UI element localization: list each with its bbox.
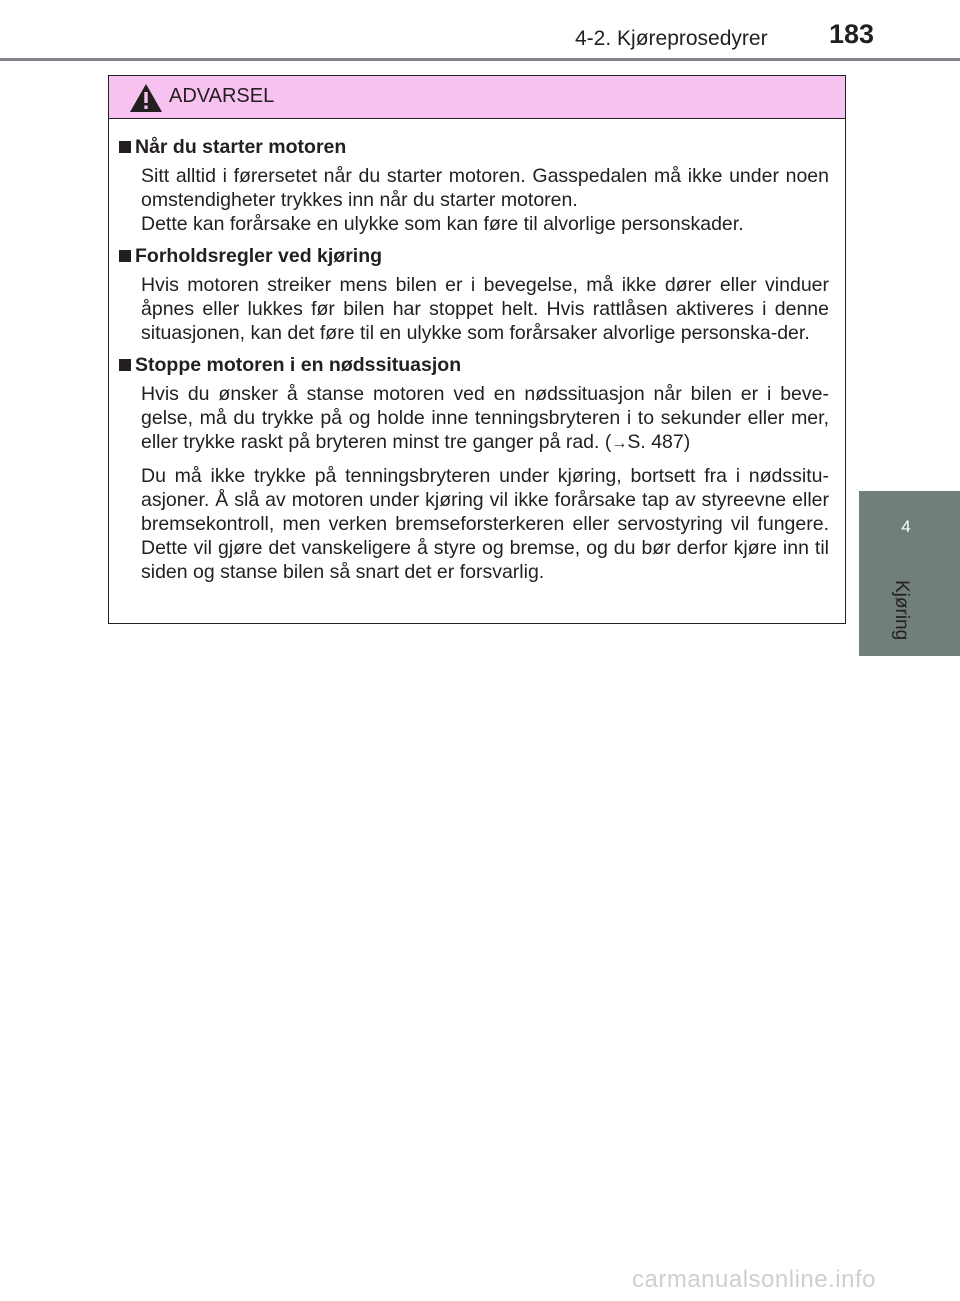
- square-bullet-icon: [119, 359, 131, 371]
- warning-section: [119, 135, 829, 236]
- paragraph-text: Du må ikke trykke på tenningsbryteren under kjøring, bortsett fra i nødssitu-asjoner. Å slå av motoren under kjøring vil ikke forårsake tap av styreevne eller bremsekontroll, men verken bremseforsterkeren eller servostyring vil fungere. Dette vil gjøre det vanskeligere å styre og bremse, og du bør derfor kjøre inn til siden og stanse bilen så snart det er forsvarlig.: [141, 465, 829, 583]
- warning-section: [119, 353, 829, 584]
- paragraph-text: Hvis du ønsker å stanse motoren ved en nødssituasjon når bilen er i beve-gelse, må du trykke på og holde inne tenningsbryteren i to sekunder eller mer, eller trykke raskt på bryteren minst tre ganger på rad. (: [141, 383, 829, 453]
- warning-body: [109, 119, 845, 584]
- section-heading-text: Når du starter motoren: [135, 136, 347, 158]
- square-bullet-icon: [119, 250, 131, 262]
- warning-section: [119, 244, 829, 345]
- paragraph-text: Hvis motoren streiker mens bilen er i bevegelse, må ikke dører eller vinduer åpnes eller lukkes før bilen har stoppet helt. Hvis rattlåsen aktiveres i denne situasjonen, kan det føre til en ulykke som forårsaker alvorlige personska-der.: [141, 274, 829, 344]
- paragraph-text: Sitt alltid i førersetet når du starter motoren. Gasspedalen må ikke under noen omstendigheter trykkes inn når du starter motoren.: [141, 165, 829, 211]
- section-heading-text: Forholdsregler ved kjøring: [135, 245, 383, 267]
- paragraph: [141, 273, 829, 345]
- section-heading: [119, 135, 829, 159]
- square-bullet-icon: [119, 141, 131, 153]
- page-number: 183: [829, 19, 875, 49]
- warning-box: [108, 75, 846, 624]
- warning-header: [109, 76, 845, 119]
- paragraph: [141, 464, 829, 584]
- arrow-right-icon: →: [611, 435, 628, 452]
- header-rule: [0, 58, 960, 61]
- footer-watermark: carmanualsonline.info: [632, 1266, 876, 1293]
- chapter-number: 4: [901, 517, 911, 536]
- chapter-label: Kjøring: [891, 580, 912, 641]
- page-reference-link[interactable]: S. 487): [627, 431, 691, 453]
- paragraph: [141, 382, 829, 456]
- section-heading: [119, 244, 829, 268]
- paragraph: [141, 164, 829, 212]
- paragraph-text: Dette kan forårsake en ulykke som kan føre til alvorlige personskader.: [141, 213, 744, 235]
- warning-triangle-icon: [129, 83, 163, 113]
- header-section-title: 4-2. Kjøreprosedyrer: [575, 27, 768, 50]
- section-heading: [119, 353, 829, 377]
- warning-title: ADVARSEL: [169, 85, 275, 107]
- section-heading-text: Stoppe motoren i en nødssituasjon: [135, 354, 462, 376]
- paragraph: [141, 212, 829, 236]
